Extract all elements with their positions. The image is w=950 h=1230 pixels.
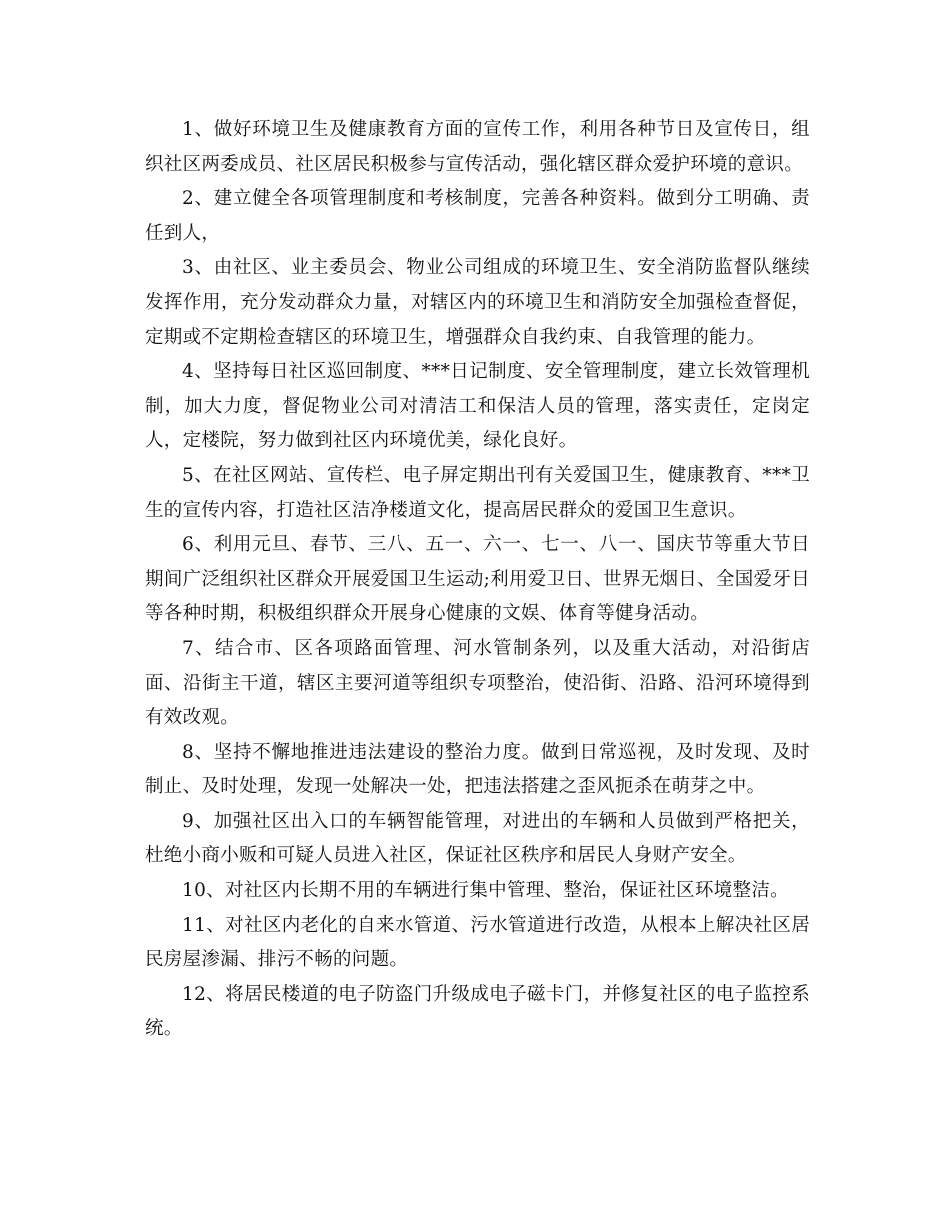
paragraph-4: 4、坚持每日社区巡回制度、***日记制度、安全管理制度，建立长效管理机制，加大力度，督促物业公司对清洁工和保洁人员的管理，落实责任，定岗定人，定楼院，努力做到社区内环境优美，绿化良好。: [145, 361, 810, 452]
paragraph-11: 11、对社区内老化的自来水管道、污水管道进行改造，从根本上解决社区居民房屋渗漏、排污不畅的问题。: [145, 914, 810, 971]
paragraph-7: 7、结合市、区各项路面管理、河水管制条列，以及重大活动，对沿街店面、沿街主干道，辖区主要河道等组织专项整治，使沿街、沿路、沿河环境得到有效改观。: [145, 637, 810, 729]
paragraph-10: 10、对社区内长期不用的车辆进行集中管理、整治，保证社区环境整洁。: [182, 880, 789, 902]
document-body: [145, 113, 810, 1047]
paragraph-5: 5、在社区网站、宣传栏、电子屏定期出刊有关爱国卫生，健康教育、***卫生的宣传内容，打造社区洁净楼道文化，提高居民群众的爱国卫生意识。: [145, 464, 810, 521]
paragraph-1: 1、做好环境卫生及健康教育方面的宣传工作，利用各种节日及宣传日，组织社区两委成员、社区居民积极参与宣传活动，强化辖区群众爱护环境的意识。: [145, 119, 810, 175]
paragraph-12: 12、将居民楼道的电子防盗门升级成电子磁卡门，并修复社区的电子监控系统。: [145, 983, 810, 1040]
paragraph-2: 2、建立健全各项管理制度和考核制度，完善各种资料。做到分工明确、责任到人，: [145, 188, 810, 244]
paragraph-8: 8、坚持不懈地推进违法建设的整治力度。做到日常巡视，及时发现、及时制止、及时处理，发现一处解决一处，把违法搭建之歪风扼杀在萌芽之中。: [145, 741, 810, 798]
paragraph-3: 3、由社区、业主委员会、物业公司组成的环境卫生、安全消防监督队继续发挥作用，充分发动群众力量，对辖区内的环境卫生和消防安全加强检查督促，定期或不定期检查辖区的环境卫生，增强群众自我约束、自我管理的能力。: [145, 257, 810, 348]
paragraph-9: 9、加强社区出入口的车辆智能管理，对进出的车辆和人员做到严格把关，杜绝小商小贩和可疑人员进入社区，保证社区秩序和居民人身财产安全。: [145, 810, 810, 867]
paragraph-6: 6、利用元旦、春节、三八、五一、六一、七一、八一、国庆节等重大节日期间广泛组织社区群众开展爱国卫生运动;利用爱卫日、世界无烟日、全国爱牙日等各种时期，积极组织群众开展身心健康的文娱、体育等健身活动。: [145, 534, 810, 625]
